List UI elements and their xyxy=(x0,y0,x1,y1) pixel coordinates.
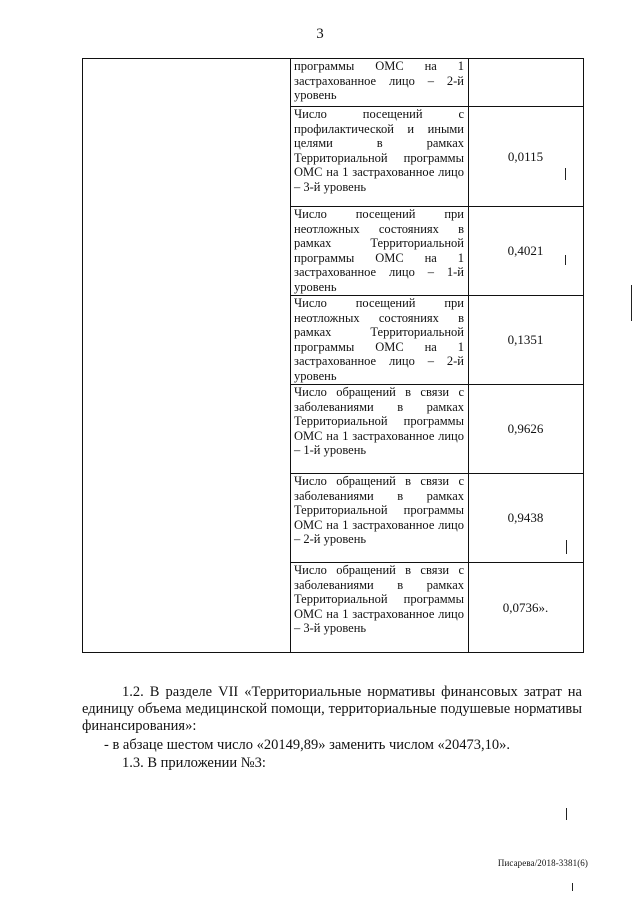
paragraph-1-2: 1.2. В разделе VII «Территориальные нормативы финансовых затрат на единицу объема медицинской помощи, территориальные подушевые нормативы финансирования»: xyxy=(82,684,582,734)
page-number: 3 xyxy=(316,26,324,42)
paragraph-1-3: 1.3. В приложении №3: xyxy=(122,755,266,771)
row-value: 0,0736». xyxy=(469,563,584,653)
scan-artifact xyxy=(566,540,567,554)
row-description: Число обращений в связи с заболеваниями в рамках Территориальной программы ОМС на 1 застрахованное лицо – 2-й уровень xyxy=(291,474,469,563)
table-row xyxy=(83,59,584,107)
scan-artifact xyxy=(631,285,632,321)
row-description: Число обращений в связи с заболеваниями в рамках Территориальной программы ОМС на 1 застрахованное лицо – 3-й уровень xyxy=(291,563,469,653)
footer-document-code: Писарева/2018-3381(6) xyxy=(497,858,588,868)
paragraph-sub-item: - в абзаце шестом число «20149,89» заменить числом «20473,10». xyxy=(104,737,511,753)
row-value: 0,4021 xyxy=(469,207,584,296)
row-value: 0,0115 xyxy=(469,107,584,207)
row-value: 0,9626 xyxy=(469,385,584,474)
scan-artifact xyxy=(565,255,566,265)
row-value: 0,1351 xyxy=(469,296,584,385)
row-description: программы ОМС на 1 застрахованное лицо – 2-й уровень xyxy=(291,59,469,107)
row-description: Число посещений при неотложных состояниях в рамках Территориальной программы ОМС на 1 застрахованное лицо – 1-й уровень xyxy=(291,207,469,296)
scan-artifact xyxy=(566,808,567,820)
row-description: Число посещений с профилактической и иными целями в рамках Территориальной программы ОМС на 1 застрахованное лицо – 3-й уровень xyxy=(291,107,469,207)
scan-artifact xyxy=(565,168,566,180)
empty-column-cell xyxy=(83,59,291,653)
norms-table xyxy=(82,58,584,653)
scan-artifact xyxy=(572,883,573,891)
row-value: 0,9438 xyxy=(469,474,584,563)
row-description: Число посещений при неотложных состояниях в рамках Территориальной программы ОМС на 1 застрахованное лицо – 2-й уровень xyxy=(291,296,469,385)
row-description: Число обращений в связи с заболеваниями в рамках Территориальной программы ОМС на 1 застрахованное лицо – 1-й уровень xyxy=(291,385,469,474)
row-value xyxy=(469,59,584,107)
